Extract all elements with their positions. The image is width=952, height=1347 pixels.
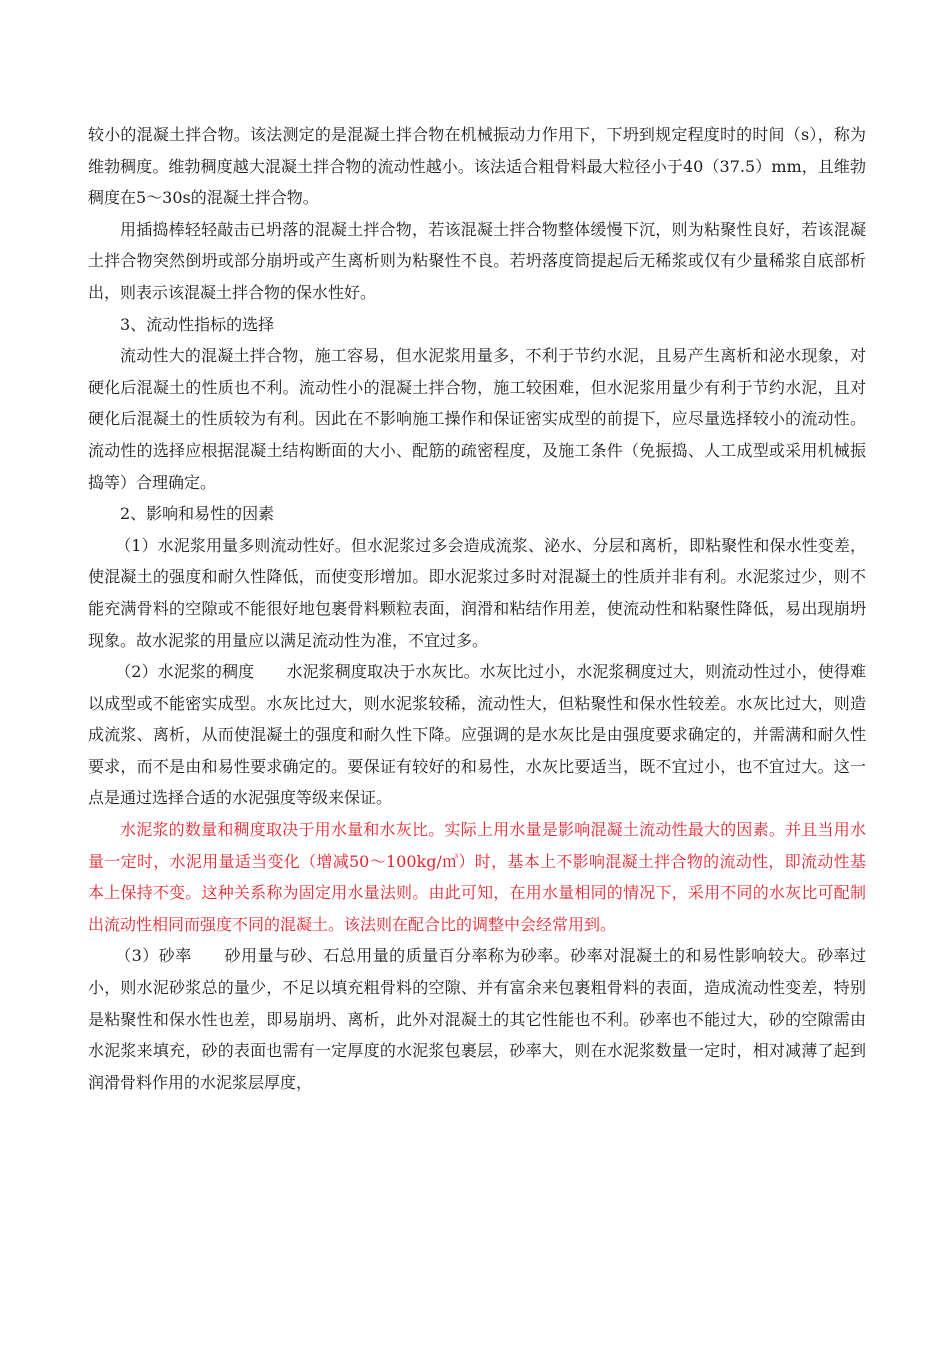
paragraph: （2）水泥浆的稠度 水泥浆稠度取决于水灰比。水灰比过小，水泥浆稠度过大，则流动性过小，使得难以成型或不能密实成型。水灰比过大，则水泥浆较稀，流动性大，但粘聚性和保水性较差。水灰比过大，则造成流浆、离析，从而使混凝土的强度和耐久性下降。应强调的是水灰比是由强度要求确定的，并需满和耐久性要求，而不是由和易性要求确定的。要保证有较好的和易性，水灰比要适当，既不宜过小，也不宜过大。这一点是通过选择合适的水泥强度等级来保证。: [88, 662, 866, 808]
paragraph: 流动性大的混凝土拌合物，施工容易，但水泥浆用量多，不利于节约水泥，且易产生离析和泌水现象，对硬化后混凝土的性质也不利。流动性小的混凝土拌合物，施工较困难，但水泥浆用量少有利于节约水泥，且对硬化后混凝土的性质较为有利。因此在不影响施工操作和保证密实成型的前提下，应尽量选择较小的流动性。流动性的选择应根据混凝土结构断面的大小、配筋的疏密程度，及施工条件（免振捣、人工成型或采用机械振捣等）合理确定。: [88, 346, 866, 492]
paragraph: 用插捣棒轻轻敲击已坍落的混凝土拌合物，若该混凝土拌合物整体缓慢下沉，则为粘聚性良好，若该混凝土拌合物突然倒坍或部分崩坍或产生离析则为粘聚性不良。若坍落度筒提起后无稀浆或仅有少量稀浆自底部析出，则表示该混凝土拌合物的保水性好。: [88, 219, 866, 302]
section-heading: 2、影响和易性的因素: [120, 504, 275, 524]
document-body: [88, 119, 866, 1098]
paragraph: （1）水泥浆用量多则流动性好。但水泥浆过多会造成流浆、泌水、分层和离析，即粘聚性和保水性变差，使混凝土的强度和耐久性降低，而使变形增加。即水泥浆过多时对混凝土的性质并非有利。水泥浆过少，则不能充满骨料的空隙或不能很好地包裹骨料颗粒表面，润滑和粘结作用差，使流动性和粘聚性降低，易出现崩坍现象。故水泥浆的用量应以满足流动性为准，不宜过多。: [88, 535, 866, 650]
paragraph: 较小的混凝土拌合物。该法测定的是混凝土拌合物在机械振动力作用下，下坍到规定程度时的时间（s），称为维勃稠度。维勃稠度越大混凝土拌合物的流动性越小。该法适合粗骨料最大粒径小于40（37.5）mm，且维勃稠度在5～30s的混凝土拌合物。: [88, 125, 866, 208]
section-heading: 3、流动性指标的选择: [120, 314, 275, 334]
highlighted-paragraph: 水泥浆的数量和稠度取决于用水量和水灰比。实际上用水量是影响混凝土流动性最大的因素。并且当用水量一定时，水泥用量适当变化（增减50～100kg/㎥）时，基本上不影响混凝土拌合物的流动性，即流动性基本上保持不变。这种关系称为固定用水量法则。由此可知，在用水量相同的情况下，采用不同的水灰比可配制出流动性相同而强度不同的混凝土。该法则在配合比的调整中会经常用到。: [88, 820, 866, 934]
paragraph: （3）砂率 砂用量与砂、石总用量的质量百分率称为砂率。砂率对混凝土的和易性影响较大。砂率过小，则水泥砂浆总的量少，不足以填充粗骨料的空隙、并有富余来包裹粗骨料的表面，造成流动性变差，特别是粘聚性和保水性也差，即易崩坍、离析，此外对混凝土的其它性能也不利。砂率也不能过大，砂的空隙需由水泥浆来填充，砂的表面也需有一定厚度的水泥浆包裹层，砂率大，则在水泥浆数量一定时，相对减薄了起到润滑骨料作用的水泥浆层厚度，: [88, 946, 866, 1092]
